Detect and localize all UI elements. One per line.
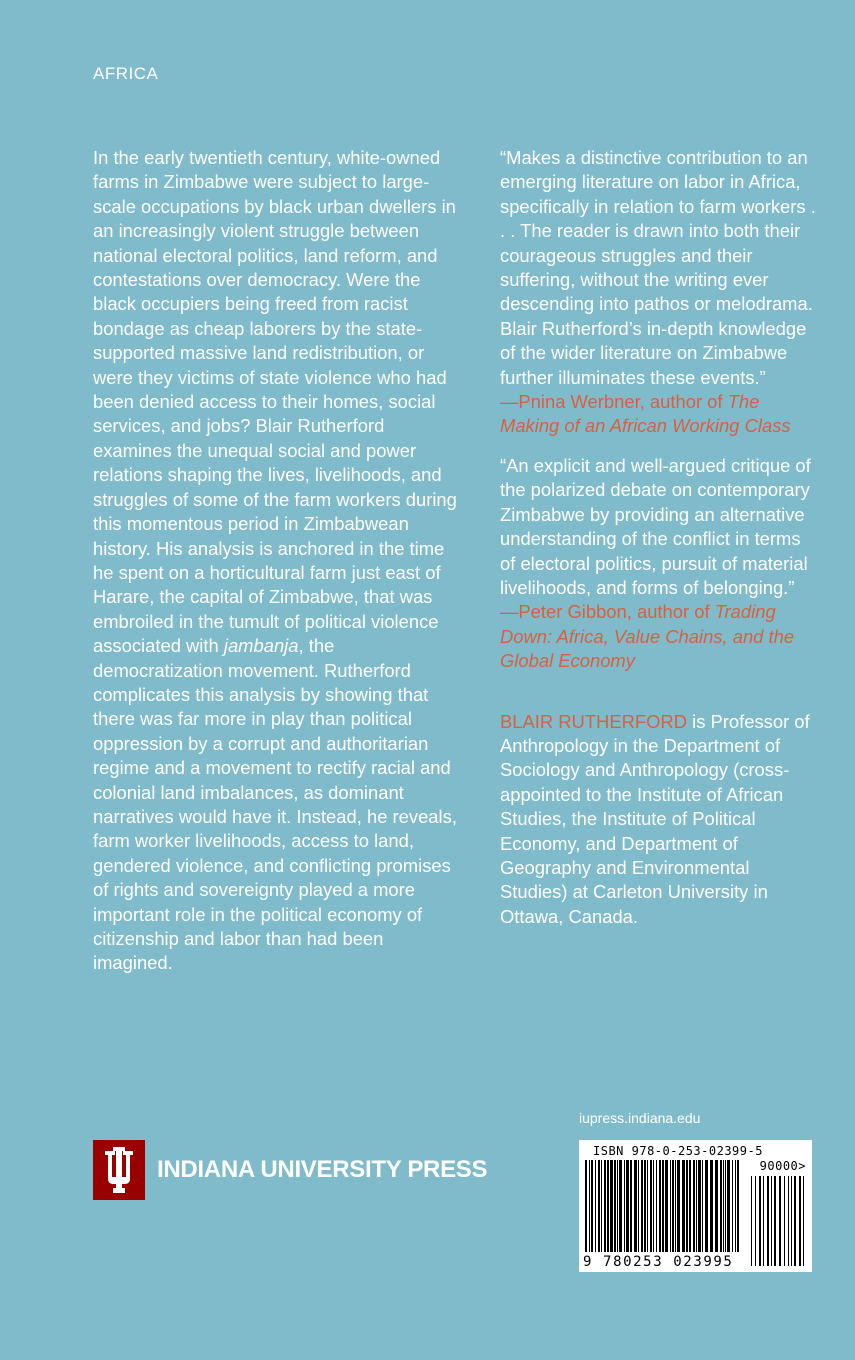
description-part2: , the democratization movement. Rutherford complicates this analysis by showing that there was far more in play than political oppression by a corrupt and authoritarian regime and a movement to rectify racial and colonial land imbalances, as dominant narratives would have it. Instead, he reveals, farm worker livelihoods, access to land, gendered violence, and conflicting promises of rights and sovereignty played a more important role in the political economy of citizenship and labor than had been imagined. bbox=[93, 635, 457, 974]
series-label: AFRICA bbox=[93, 64, 159, 83]
description-italic-term: jambanja bbox=[223, 635, 299, 657]
isbn-barcode bbox=[579, 1140, 812, 1272]
right-column bbox=[500, 146, 820, 929]
attribution-work: Trading Down: Africa, Value Chains, and the Global Economy bbox=[500, 601, 795, 672]
ean-number: 9 780253 023995 bbox=[583, 1254, 734, 1270]
price-code: 90000> bbox=[759, 1159, 806, 1173]
quote-text: “Makes a distinctive contribution to an emerging literature on labor in Africa, specifically in relation to farm workers . . . The reader is drawn into both their courageous struggles and their suffering, without the writing ever descending into pathos or melodrama. Blair Rutherford’s in-depth knowledge of the wider literature on Zimbabwe further illuminates these events.” bbox=[500, 147, 816, 388]
publisher-logo bbox=[93, 1140, 487, 1200]
quote-attribution bbox=[500, 601, 794, 671]
attribution-name: —Peter Gibbon, author of bbox=[500, 601, 715, 623]
review-quote-1 bbox=[500, 146, 820, 439]
attribution-work: The Making of an African Working Class bbox=[500, 391, 791, 437]
description-part1: In the early twentieth century, white-owned farms in Zimbabwe were subject to large-scale occupations by black urban dwellers in an increasingly violent struggle between national electoral politics, land reform, and contestations over democracy. Were the black occupiers being freed from racist bondage as cheap laborers by the state-supported massive land redistribution, or were they victims of state violence who had been denied access to their homes, social services, and jobs? Blair Rutherford examines the unequal social and power relations shaping the lives, livelihoods, and struggles of some of the farm workers during this momentous period in Zimbabwean history. His analysis is anchored in the time he spent on a horticultural farm just east of Harare, the capital of Zimbabwe, that was embroiled in the tumult of political violence associated with bbox=[93, 147, 457, 657]
review-quote-2 bbox=[500, 454, 820, 674]
author-bio-text: is Professor of Anthropology in the Department of Sociology and Anthropology (cross-appointed to the Institute of African Studies, the Institute of Political Economy, and Department of Geography and Environmental Studies) at Carleton University in Ottawa, Canada. bbox=[500, 710, 810, 927]
iu-trident-icon bbox=[93, 1140, 145, 1200]
isbn-label: ISBN 978-0-253-02399-5 bbox=[593, 1144, 763, 1158]
publisher-name: INDIANA UNIVERSITY PRESS bbox=[157, 1156, 488, 1183]
publisher-website: iupress.indiana.edu bbox=[579, 1110, 701, 1126]
quote-attribution bbox=[500, 391, 791, 436]
author-name: BLAIR RUTHERFORD bbox=[500, 710, 687, 732]
quote-text: “An explicit and well-argued critique of the polarized debate on contemporary Zimbabwe by providing an alternative understanding of the conflict in terms of electoral politics, pursuit of material livelihoods, and forms of belonging.” bbox=[500, 454, 811, 598]
author-bio bbox=[500, 710, 820, 930]
book-description bbox=[93, 146, 465, 976]
attribution-name: —Pnina Werbner, author of bbox=[500, 391, 728, 413]
